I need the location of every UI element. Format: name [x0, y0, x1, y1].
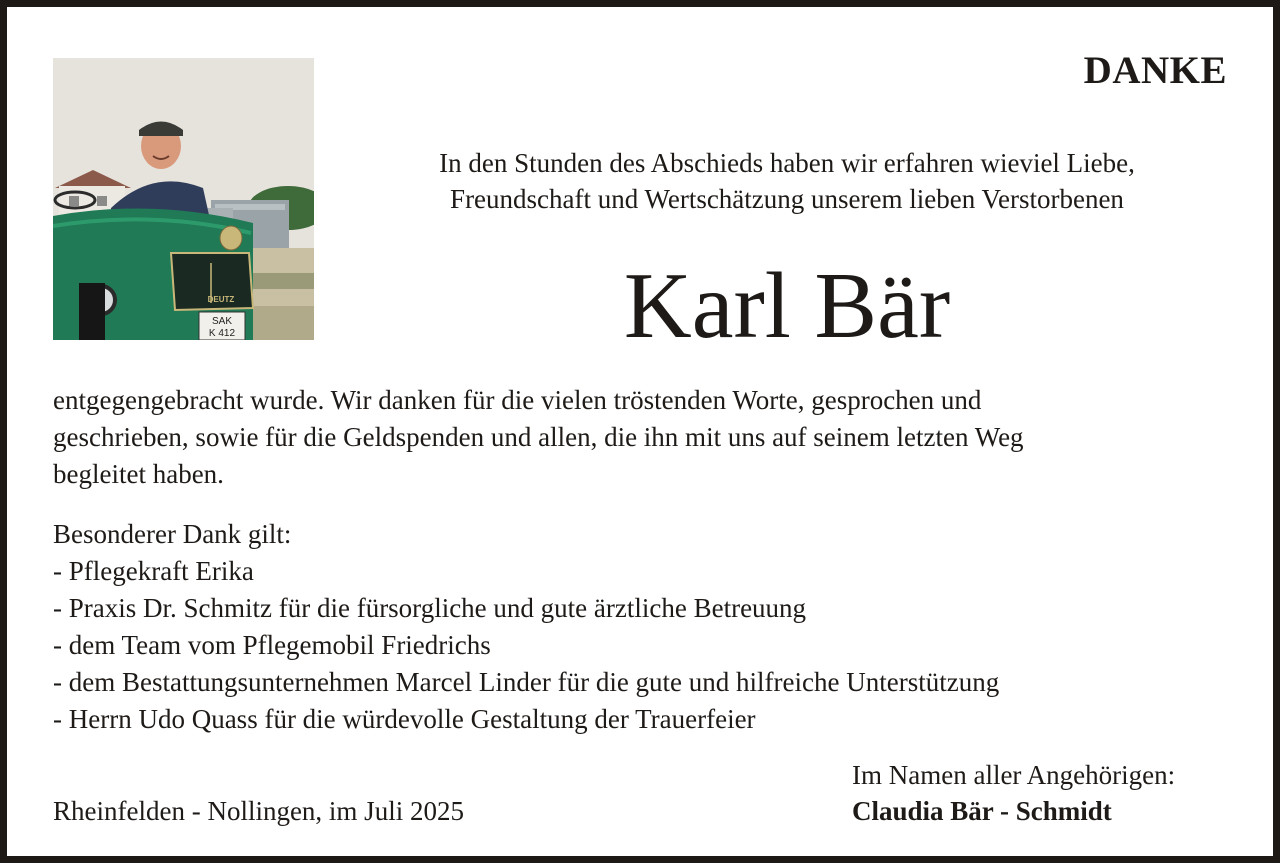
body-line: entgegengebracht wurde. Wir danken für die vielen tröstenden Worte, gesprochen und [53, 385, 982, 415]
body-line: geschrieben, sowie für die Geldspenden und allen, die ihn mit uns auf seinem letzten Weg [53, 422, 1024, 452]
body-line: begleitet haben. [53, 459, 224, 489]
deceased-name: Karl Bär [623, 254, 951, 358]
intro-line: In den Stunden des Abschieds haben wir erfahren wieviel Liebe, [439, 148, 1135, 178]
license-plate-line2: K 412 [208, 328, 236, 339]
thanks-item: - Praxis Dr. Schmitz für die fürsorgliche und gute ärztliche Betreuung [53, 593, 807, 623]
thanks-item: - dem Bestattungsunternehmen Marcel Linder für die gute und hilfreiche Unterstützung [53, 667, 1000, 697]
thanks-item: - Pflegekraft Erika [53, 556, 254, 586]
portrait-photo [53, 58, 314, 340]
thanks-item: - Herrn Udo Quass für die würdevolle Gestaltung der Trauerfeier [53, 704, 756, 734]
license-plate-line1: SAK [211, 316, 233, 327]
signature-label: Im Namen aller Angehörigen: [852, 760, 1176, 790]
place-date: Rheinfelden - Nollingen, im Juli 2025 [53, 796, 464, 826]
signature-name: Claudia Bär - Schmidt [852, 796, 1112, 826]
notice-heading: DANKE [1083, 49, 1227, 92]
intro-text [337, 145, 1237, 217]
body-text [53, 382, 1243, 493]
thanks-item: - dem Team vom Pflegemobil Friedrichs [53, 630, 491, 660]
special-thanks [53, 516, 1243, 738]
tractor-badge: DEUTZ [207, 295, 235, 304]
thanks-heading: Besonderer Dank gilt: [53, 519, 292, 549]
intro-line: Freundschaft und Wertschätzung unserem lieben Verstorbenen [450, 184, 1124, 214]
